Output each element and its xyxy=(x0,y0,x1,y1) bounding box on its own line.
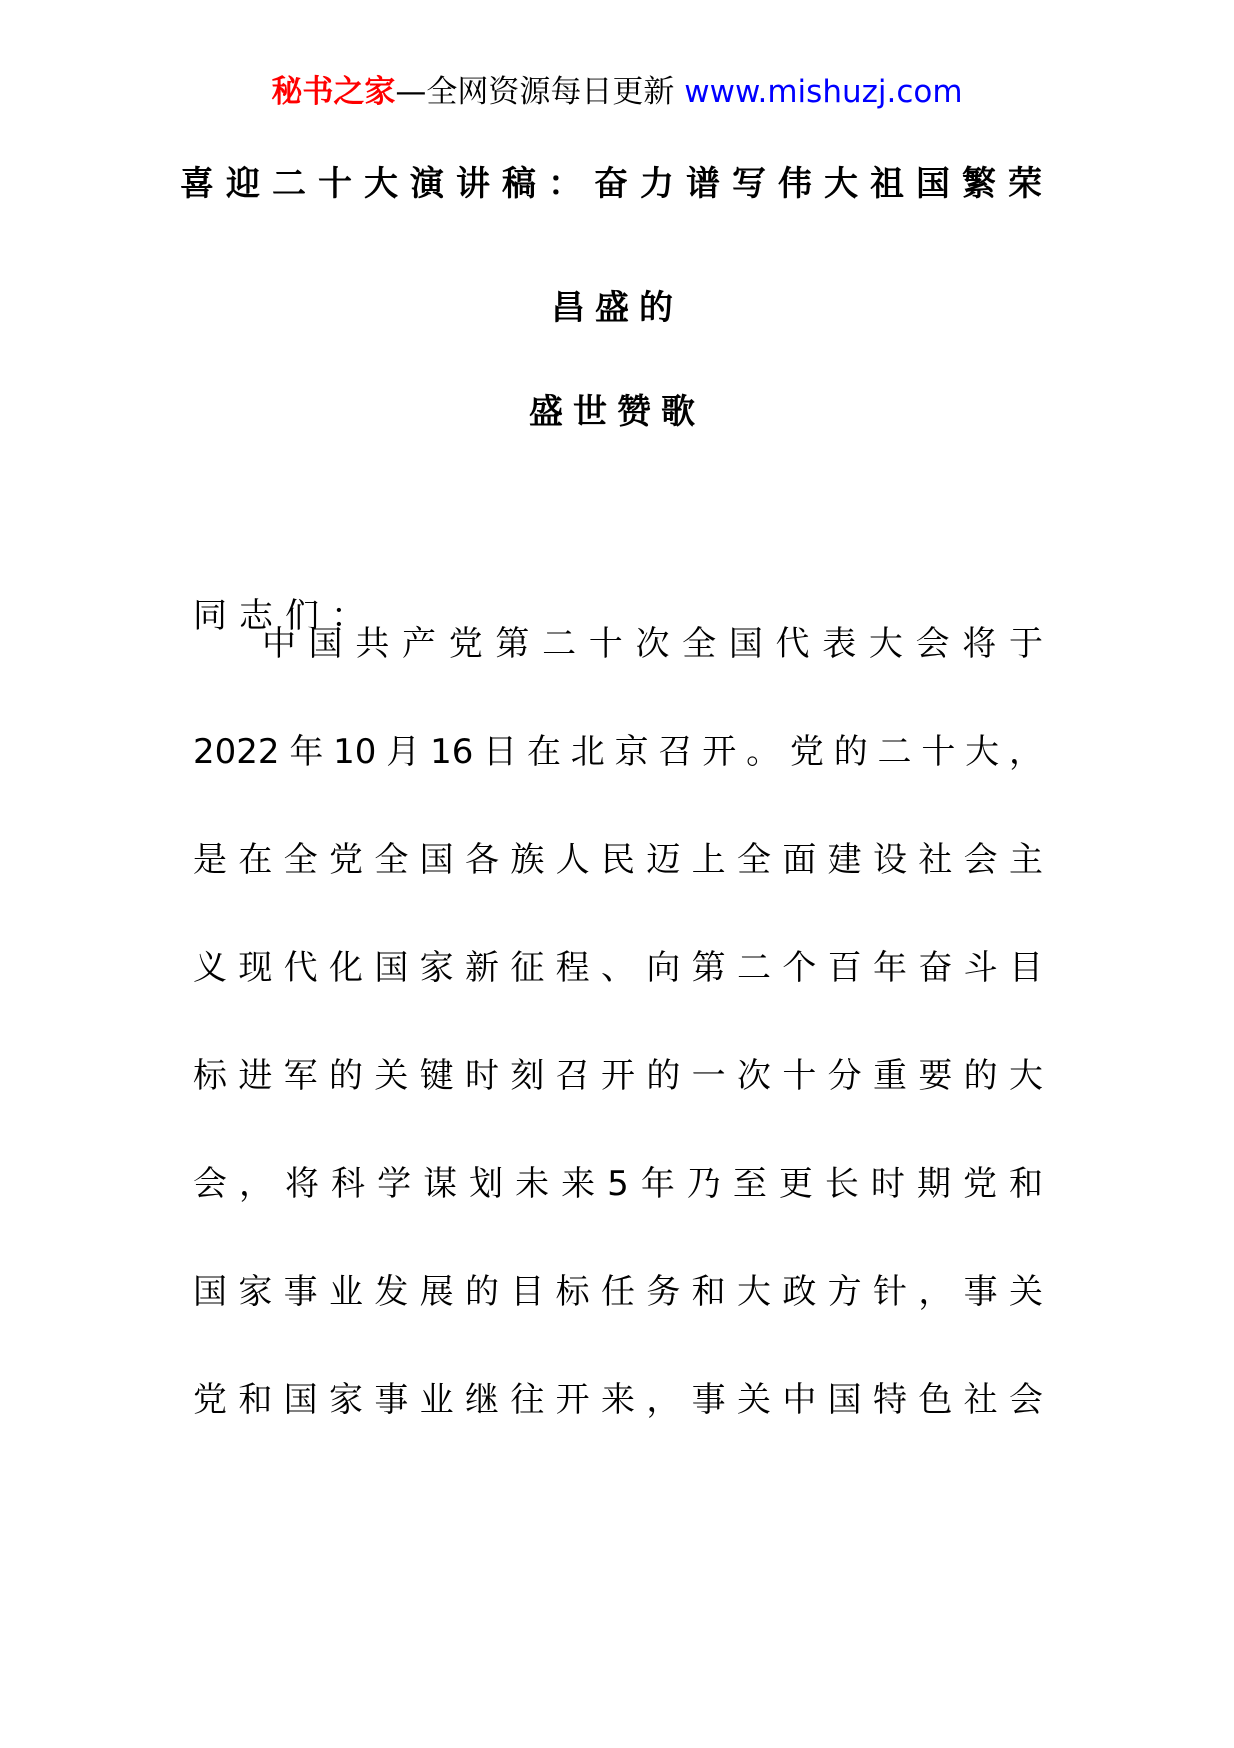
page-header xyxy=(0,72,1234,112)
document-title-line-3: 盛世赞歌 xyxy=(529,392,705,432)
body-line-1: 中国共产党第二十次全国代表大会将于 xyxy=(262,624,1043,664)
body-line-2: 2022年10月16日在北京召开。党的二十大， xyxy=(193,732,1043,772)
header-slogan: —全网资源每日更新 xyxy=(395,74,675,110)
site-url-link[interactable]: www.mishuzj.com xyxy=(684,74,963,110)
body-line-3: 是在全党全国各族人民迈上全面建设社会主 xyxy=(193,840,1043,880)
brand-name: 秘书之家 xyxy=(271,74,396,110)
body-line-8: 党和国家事业继往开来，事关中国特色社会 xyxy=(193,1380,1043,1420)
body-line-7: 国家事业发展的目标任务和大政方针，事关 xyxy=(193,1272,1043,1312)
salutation: 同志们： xyxy=(193,596,377,636)
body-line-5: 标进军的关键时刻召开的一次十分重要的大 xyxy=(193,1056,1043,1096)
body-line-6: 会，将科学谋划未来5年乃至更长时期党和 xyxy=(193,1164,1043,1204)
body-line-4: 义现代化国家新征程、向第二个百年奋斗目 xyxy=(193,948,1043,988)
document-title-line-1: 喜迎二十大演讲稿：奋力谱写伟大祖国繁荣 xyxy=(180,164,1054,204)
document-title-line-2: 昌盛的 xyxy=(551,288,683,328)
